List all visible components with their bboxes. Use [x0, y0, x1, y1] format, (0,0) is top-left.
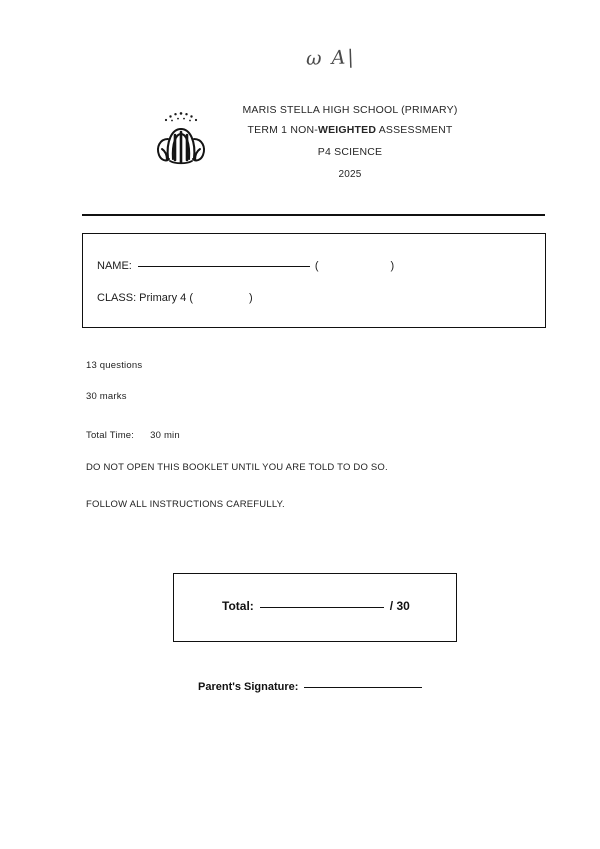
total-score-box [173, 573, 457, 642]
question-count: 13 questions [86, 360, 143, 371]
school-name: MARIS STELLA HIGH SCHOOL (PRIMARY) [242, 104, 458, 116]
total-out-of: / 30 [389, 599, 410, 613]
class-open-paren: ( [189, 292, 193, 304]
assessment-title [160, 120, 540, 140]
particulars-box [82, 233, 546, 328]
parent-signature-label: Parent's Signature: [198, 681, 299, 693]
class-close-paren: ) [248, 292, 253, 304]
total-time-value: 30 min [150, 430, 180, 441]
name-input[interactable] [138, 266, 310, 267]
mark-count: 30 marks [86, 391, 127, 402]
follow-instructions-notice: FOLLOW ALL INSTRUCTIONS CAREFULLY. [86, 499, 285, 510]
handwritten-annotation: ω A| [305, 46, 357, 70]
year-line: 2025 [338, 169, 362, 180]
do-not-open-notice: DO NOT OPEN THIS BOOKLET UNTIL YOU ARE TOLD TO DO SO. [86, 462, 388, 473]
name-open-paren: ( [314, 260, 319, 272]
subject-line: P4 SCIENCE [317, 146, 383, 158]
class-field-row [97, 292, 253, 304]
header-divider [82, 214, 545, 216]
class-label: CLASS: Primary 4 [97, 292, 187, 304]
name-label: NAME: [97, 260, 132, 272]
total-time-row [86, 430, 180, 441]
assessment-title-emphasis: WEIGHTED [317, 124, 377, 136]
total-score-input[interactable] [260, 607, 384, 608]
total-time-label: Total Time: [86, 430, 135, 441]
name-field-row [97, 260, 394, 272]
header-title-lines [160, 100, 540, 185]
parent-signature-row [198, 681, 422, 693]
parent-signature-input[interactable] [304, 687, 422, 688]
name-close-paren: ) [390, 260, 395, 272]
total-score-row [222, 599, 410, 613]
assessment-title-prefix: TERM 1 NON- [247, 124, 318, 136]
total-label: Total: [222, 599, 254, 613]
assessment-title-suffix: ASSESSMENT [376, 124, 453, 136]
